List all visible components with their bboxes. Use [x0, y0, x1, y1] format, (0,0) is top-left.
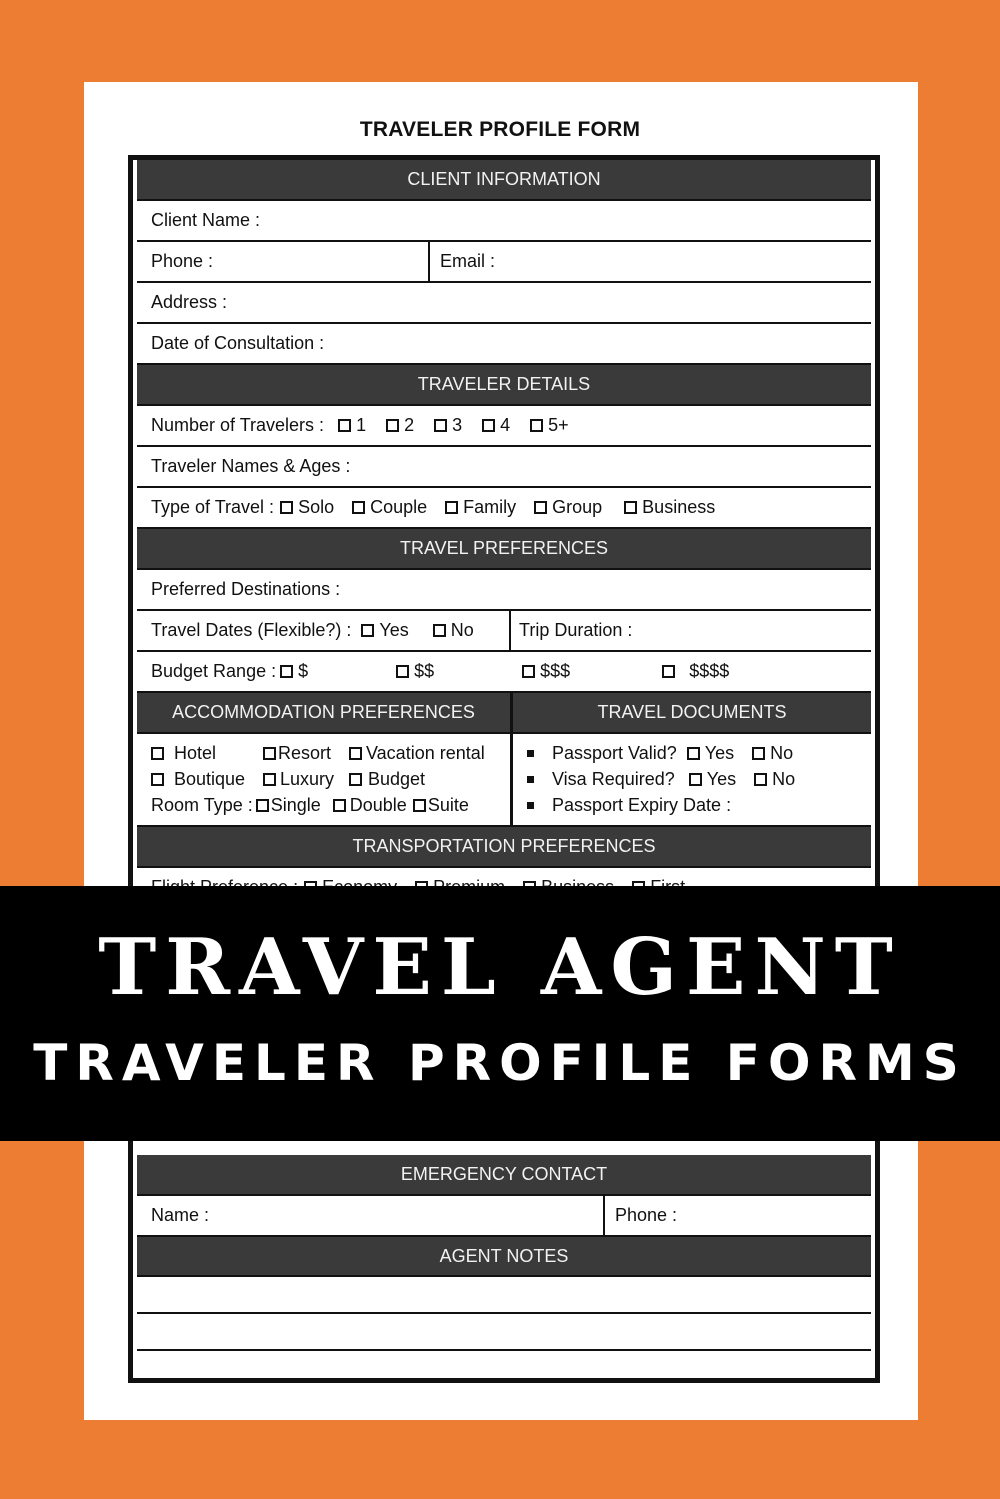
checkbox-icon [280, 501, 293, 514]
checkbox-icon [433, 624, 446, 637]
type-of-travel-row [137, 488, 871, 529]
travel-type-couple[interactable]: Couple [352, 497, 427, 518]
section-header-traveler-details: TRAVELER DETAILS [137, 365, 871, 406]
checkbox-icon [434, 419, 447, 432]
bullet-icon [527, 802, 534, 809]
section-header-transportation-preferences: TRANSPORTATION PREFERENCES [137, 827, 871, 868]
agent-notes-line[interactable] [137, 1277, 871, 1314]
checkbox-icon [151, 773, 164, 786]
client-name-row[interactable] [137, 201, 871, 242]
travel-documents-options [510, 734, 871, 825]
client-email-label: Email : [440, 251, 496, 271]
visa-required-label: Visa Required? [552, 769, 675, 789]
checkbox-icon [530, 419, 543, 432]
checkbox-icon [151, 747, 164, 760]
checkbox-icon [361, 624, 374, 637]
passport-valid-yes[interactable]: Yes [687, 743, 734, 764]
travel-type-solo[interactable]: Solo [280, 497, 334, 518]
accommodation-documents-header [137, 693, 871, 734]
number-of-travelers-label: Number of Travelers : [151, 415, 325, 435]
travel-type-family[interactable]: Family [445, 497, 516, 518]
section-header-emergency-contact: EMERGENCY CONTACT [137, 1155, 871, 1196]
banner-subtitle: TRAVELER PROFILE FORMS [33, 1034, 967, 1092]
emergency-phone-label: Phone : [615, 1205, 678, 1225]
checkbox-icon [333, 799, 346, 812]
preferred-destinations-label: Preferred Destinations : [151, 579, 341, 599]
room-type-label: Room Type : [151, 795, 253, 815]
budget-option-2[interactable]: $$ [396, 661, 434, 682]
phone-email-row [137, 242, 871, 283]
client-phone-field[interactable] [137, 242, 428, 281]
banner-title: TRAVEL AGENT [98, 922, 902, 1013]
checkbox-icon [413, 799, 426, 812]
section-header-travel-preferences: TRAVEL PREFERENCES [137, 529, 871, 570]
budget-range-row [137, 652, 871, 693]
number-of-travelers-row [137, 406, 871, 447]
emergency-name-field[interactable] [137, 1196, 603, 1235]
address-label: Address : [151, 292, 228, 312]
checkbox-icon [386, 419, 399, 432]
address-row[interactable] [137, 283, 871, 324]
budget-option-3[interactable]: $$$ [522, 661, 570, 682]
form-title: TRAVELER PROFILE FORM [359, 118, 641, 141]
checkbox-icon [445, 501, 458, 514]
checkbox-icon [752, 747, 765, 760]
travel-type-business[interactable]: Business [624, 497, 715, 518]
checkbox-icon [263, 747, 276, 760]
checkbox-icon [689, 773, 702, 786]
checkbox-icon [396, 665, 409, 678]
visa-required-no[interactable]: No [754, 769, 795, 790]
emergency-phone-field[interactable] [603, 1196, 871, 1235]
travelers-option-1[interactable]: 1 [338, 415, 366, 436]
flexible-dates-yes[interactable]: Yes [361, 620, 408, 641]
bullet-icon [527, 750, 534, 757]
room-type-single[interactable]: Single [256, 795, 321, 816]
agent-notes-line[interactable] [137, 1314, 871, 1351]
trip-duration-label: Trip Duration : [519, 620, 633, 640]
emergency-name-label: Name : [151, 1205, 210, 1225]
traveler-profile-form [128, 155, 880, 1383]
emergency-contact-row [137, 1196, 871, 1237]
passport-valid-no[interactable]: No [752, 743, 793, 764]
accommodation-hotel[interactable]: Hotel [151, 743, 263, 764]
checkbox-icon [256, 799, 269, 812]
checkbox-icon [482, 419, 495, 432]
travelers-option-4[interactable]: 4 [482, 415, 510, 436]
section-header-agent-notes: AGENT NOTES [137, 1237, 871, 1277]
section-header-client-information: CLIENT INFORMATION [137, 160, 871, 201]
passport-valid-label: Passport Valid? [552, 743, 677, 763]
room-type-suite[interactable]: Suite [413, 795, 469, 816]
travelers-option-5plus[interactable]: 5+ [530, 415, 569, 436]
checkbox-icon [352, 501, 365, 514]
trip-duration-field[interactable] [509, 611, 871, 650]
travelers-option-2[interactable]: 2 [386, 415, 414, 436]
checkbox-icon [687, 747, 700, 760]
budget-range-label: Budget Range : [151, 661, 277, 681]
checkbox-icon [349, 747, 362, 760]
flexible-dates-no[interactable]: No [433, 620, 474, 641]
type-of-travel-label: Type of Travel : [151, 497, 275, 517]
preferred-destinations-row[interactable] [137, 570, 871, 611]
checkbox-icon [624, 501, 637, 514]
travel-dates-row [137, 611, 871, 652]
traveler-names-label: Traveler Names & Ages : [151, 456, 351, 476]
travel-type-group[interactable]: Group [534, 497, 602, 518]
travel-dates-label: Travel Dates (Flexible?) : [151, 620, 352, 640]
bullet-icon [527, 776, 534, 783]
client-email-field[interactable] [428, 242, 871, 281]
accommodation-budget[interactable]: Budget [349, 769, 425, 790]
consultation-date-row[interactable] [137, 324, 871, 365]
budget-option-1[interactable]: $ [280, 661, 308, 682]
agent-notes-line[interactable] [137, 1351, 871, 1383]
checkbox-icon [534, 501, 547, 514]
checkbox-icon [522, 665, 535, 678]
accommodation-resort[interactable]: Resort [263, 743, 349, 764]
accommodation-documents-row [137, 734, 871, 827]
budget-option-4[interactable]: $$$$ [662, 661, 729, 682]
checkbox-icon [349, 773, 362, 786]
accommodation-vacation-rental[interactable]: Vacation rental [349, 743, 485, 764]
room-type-double[interactable]: Double [333, 795, 407, 816]
checkbox-icon [338, 419, 351, 432]
accommodation-boutique[interactable]: Boutique [151, 769, 263, 790]
checkbox-icon [754, 773, 767, 786]
passport-expiry-label: Passport Expiry Date : [552, 795, 732, 815]
visa-required-yes[interactable]: Yes [689, 769, 736, 790]
travelers-option-3[interactable]: 3 [434, 415, 462, 436]
checkbox-icon [662, 665, 675, 678]
traveler-names-row[interactable] [137, 447, 871, 488]
accommodation-luxury[interactable]: Luxury [263, 769, 349, 790]
section-header-accommodation-preferences: ACCOMMODATION PREFERENCES [172, 702, 475, 722]
consultation-date-label: Date of Consultation : [151, 333, 325, 353]
client-name-label: Client Name : [151, 210, 261, 230]
accommodation-options [137, 734, 510, 825]
section-header-travel-documents: TRAVEL DOCUMENTS [510, 693, 871, 732]
client-phone-label: Phone : [151, 251, 214, 271]
checkbox-icon [263, 773, 276, 786]
checkbox-icon [280, 665, 293, 678]
